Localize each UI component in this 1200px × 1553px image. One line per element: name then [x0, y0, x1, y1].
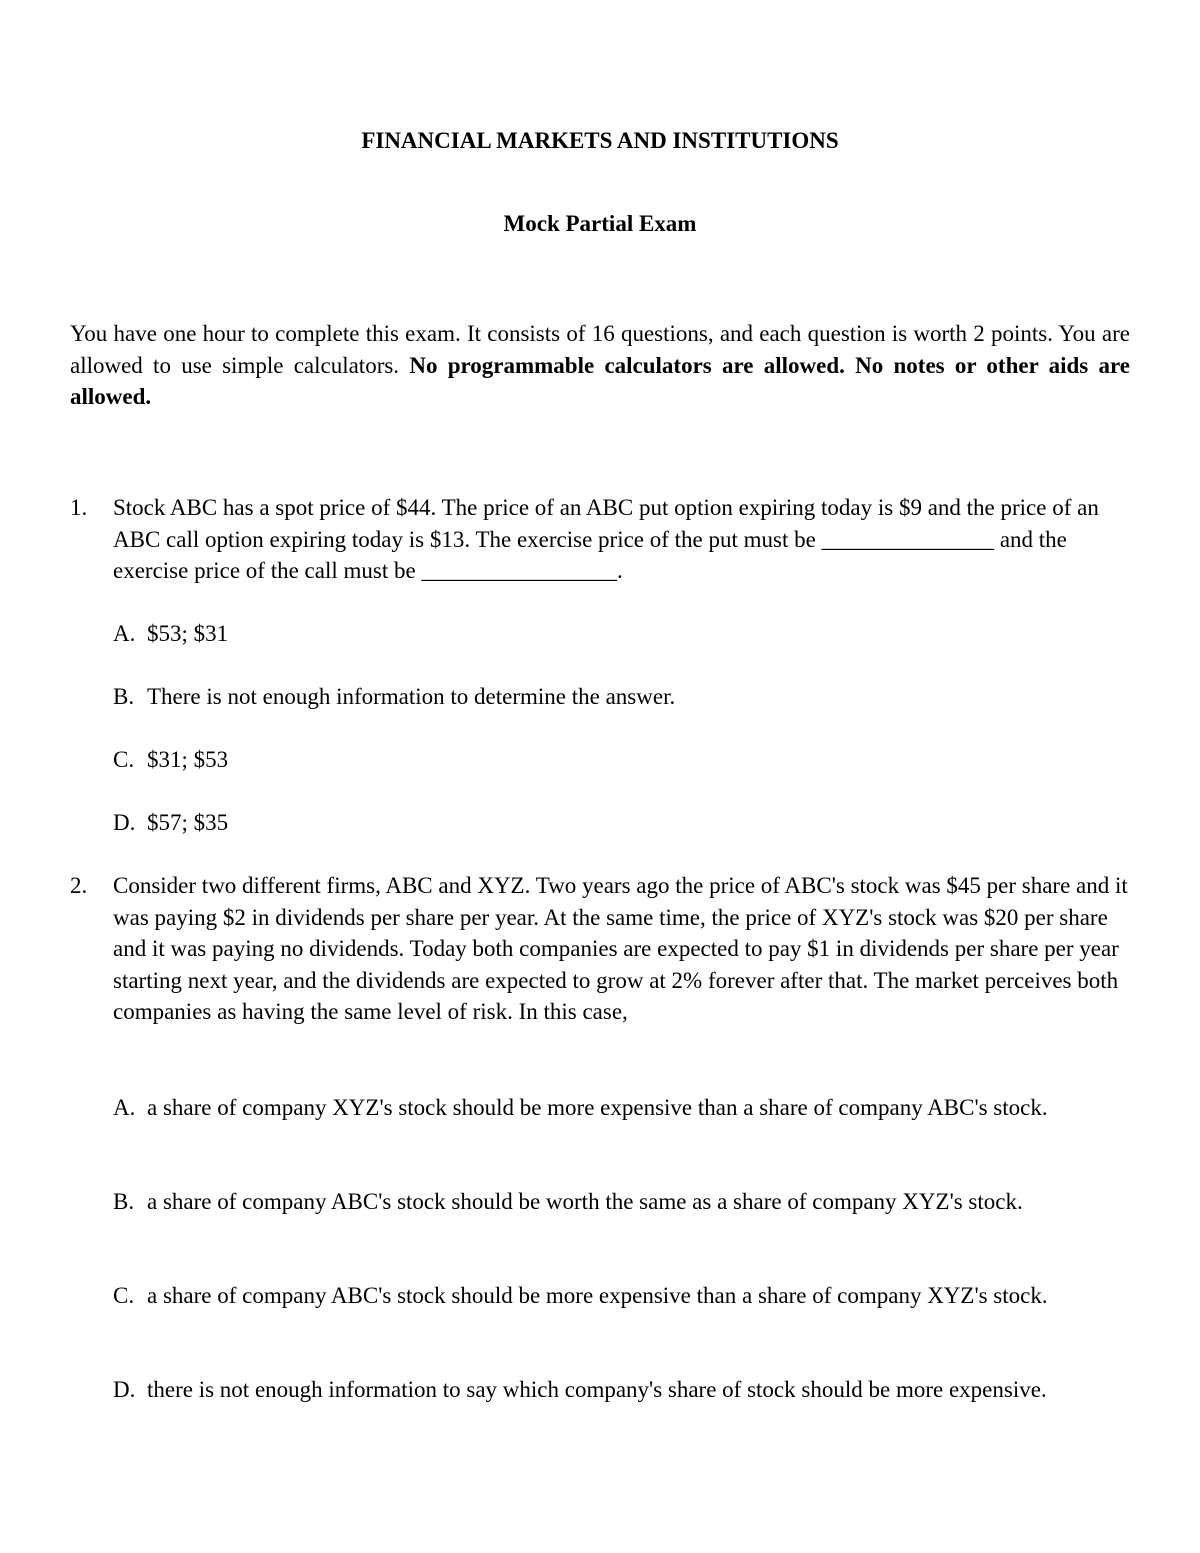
option-letter: C.	[113, 747, 135, 772]
option-text: There is not enough information to determine the answer.	[147, 684, 676, 709]
option-text: a share of company XYZ's stock should be more expensive than a share of company ABC's stock.	[147, 1095, 1048, 1120]
option-letter: D.	[113, 810, 136, 835]
option-text: $57; $35	[147, 810, 229, 835]
instructions-text: You have one hour to complete this exam. It consists of 16 questions, and each question is worth 2 points. You are allowed to use simple calculators.	[70, 321, 1130, 378]
option-text: $53; $31	[147, 621, 229, 646]
question-stem: Consider two different firms, ABC and XYZ. Two years ago the price of ABC's stock was $45 per share and it was paying $2 in dividends per share per year. At the same time, the price of XYZ's stock was $20 per share and it was paying no dividends. Today both companies are expected to pay $1 in dividends per share per year starting next year, and the dividends are expected to grow at 2% forever after that. The market perceives both companies as having the same level of risk. In this case,	[113, 873, 1128, 1024]
question-number: 2.	[70, 873, 88, 898]
question-stem: Stock ABC has a spot price of $44. The price of an ABC put option expiring today is $9 and the price of an ABC call option expiring today is $13. The exercise price of the put must be _______________ and the exercise price of the call must be _________________.	[113, 495, 1099, 583]
page-subtitle: Mock Partial Exam	[503, 211, 697, 236]
option-letter: A.	[113, 621, 136, 646]
option-text: there is not enough information to say which company's share of stock should be more expensive.	[147, 1377, 1047, 1402]
instructions-paragraph	[70, 318, 1130, 413]
option-text: a share of company ABC's stock should be worth the same as a share of company XYZ's stock.	[147, 1189, 1023, 1214]
page-title: FINANCIAL MARKETS AND INSTITUTIONS	[361, 128, 839, 153]
option-letter: B.	[113, 684, 135, 709]
option-letter: B.	[113, 1189, 135, 1214]
instructions-bold-text: No programmable calculators are allowed. No notes or other aids are allowed.	[70, 352, 1130, 409]
question-number: 1.	[70, 495, 88, 520]
option-letter: C.	[113, 1283, 135, 1308]
option-letter: D.	[113, 1377, 136, 1402]
option-text: a share of company ABC's stock should be more expensive than a share of company XYZ's stock.	[147, 1283, 1048, 1308]
option-text: $31; $53	[147, 747, 229, 772]
option-letter: A.	[113, 1095, 136, 1120]
